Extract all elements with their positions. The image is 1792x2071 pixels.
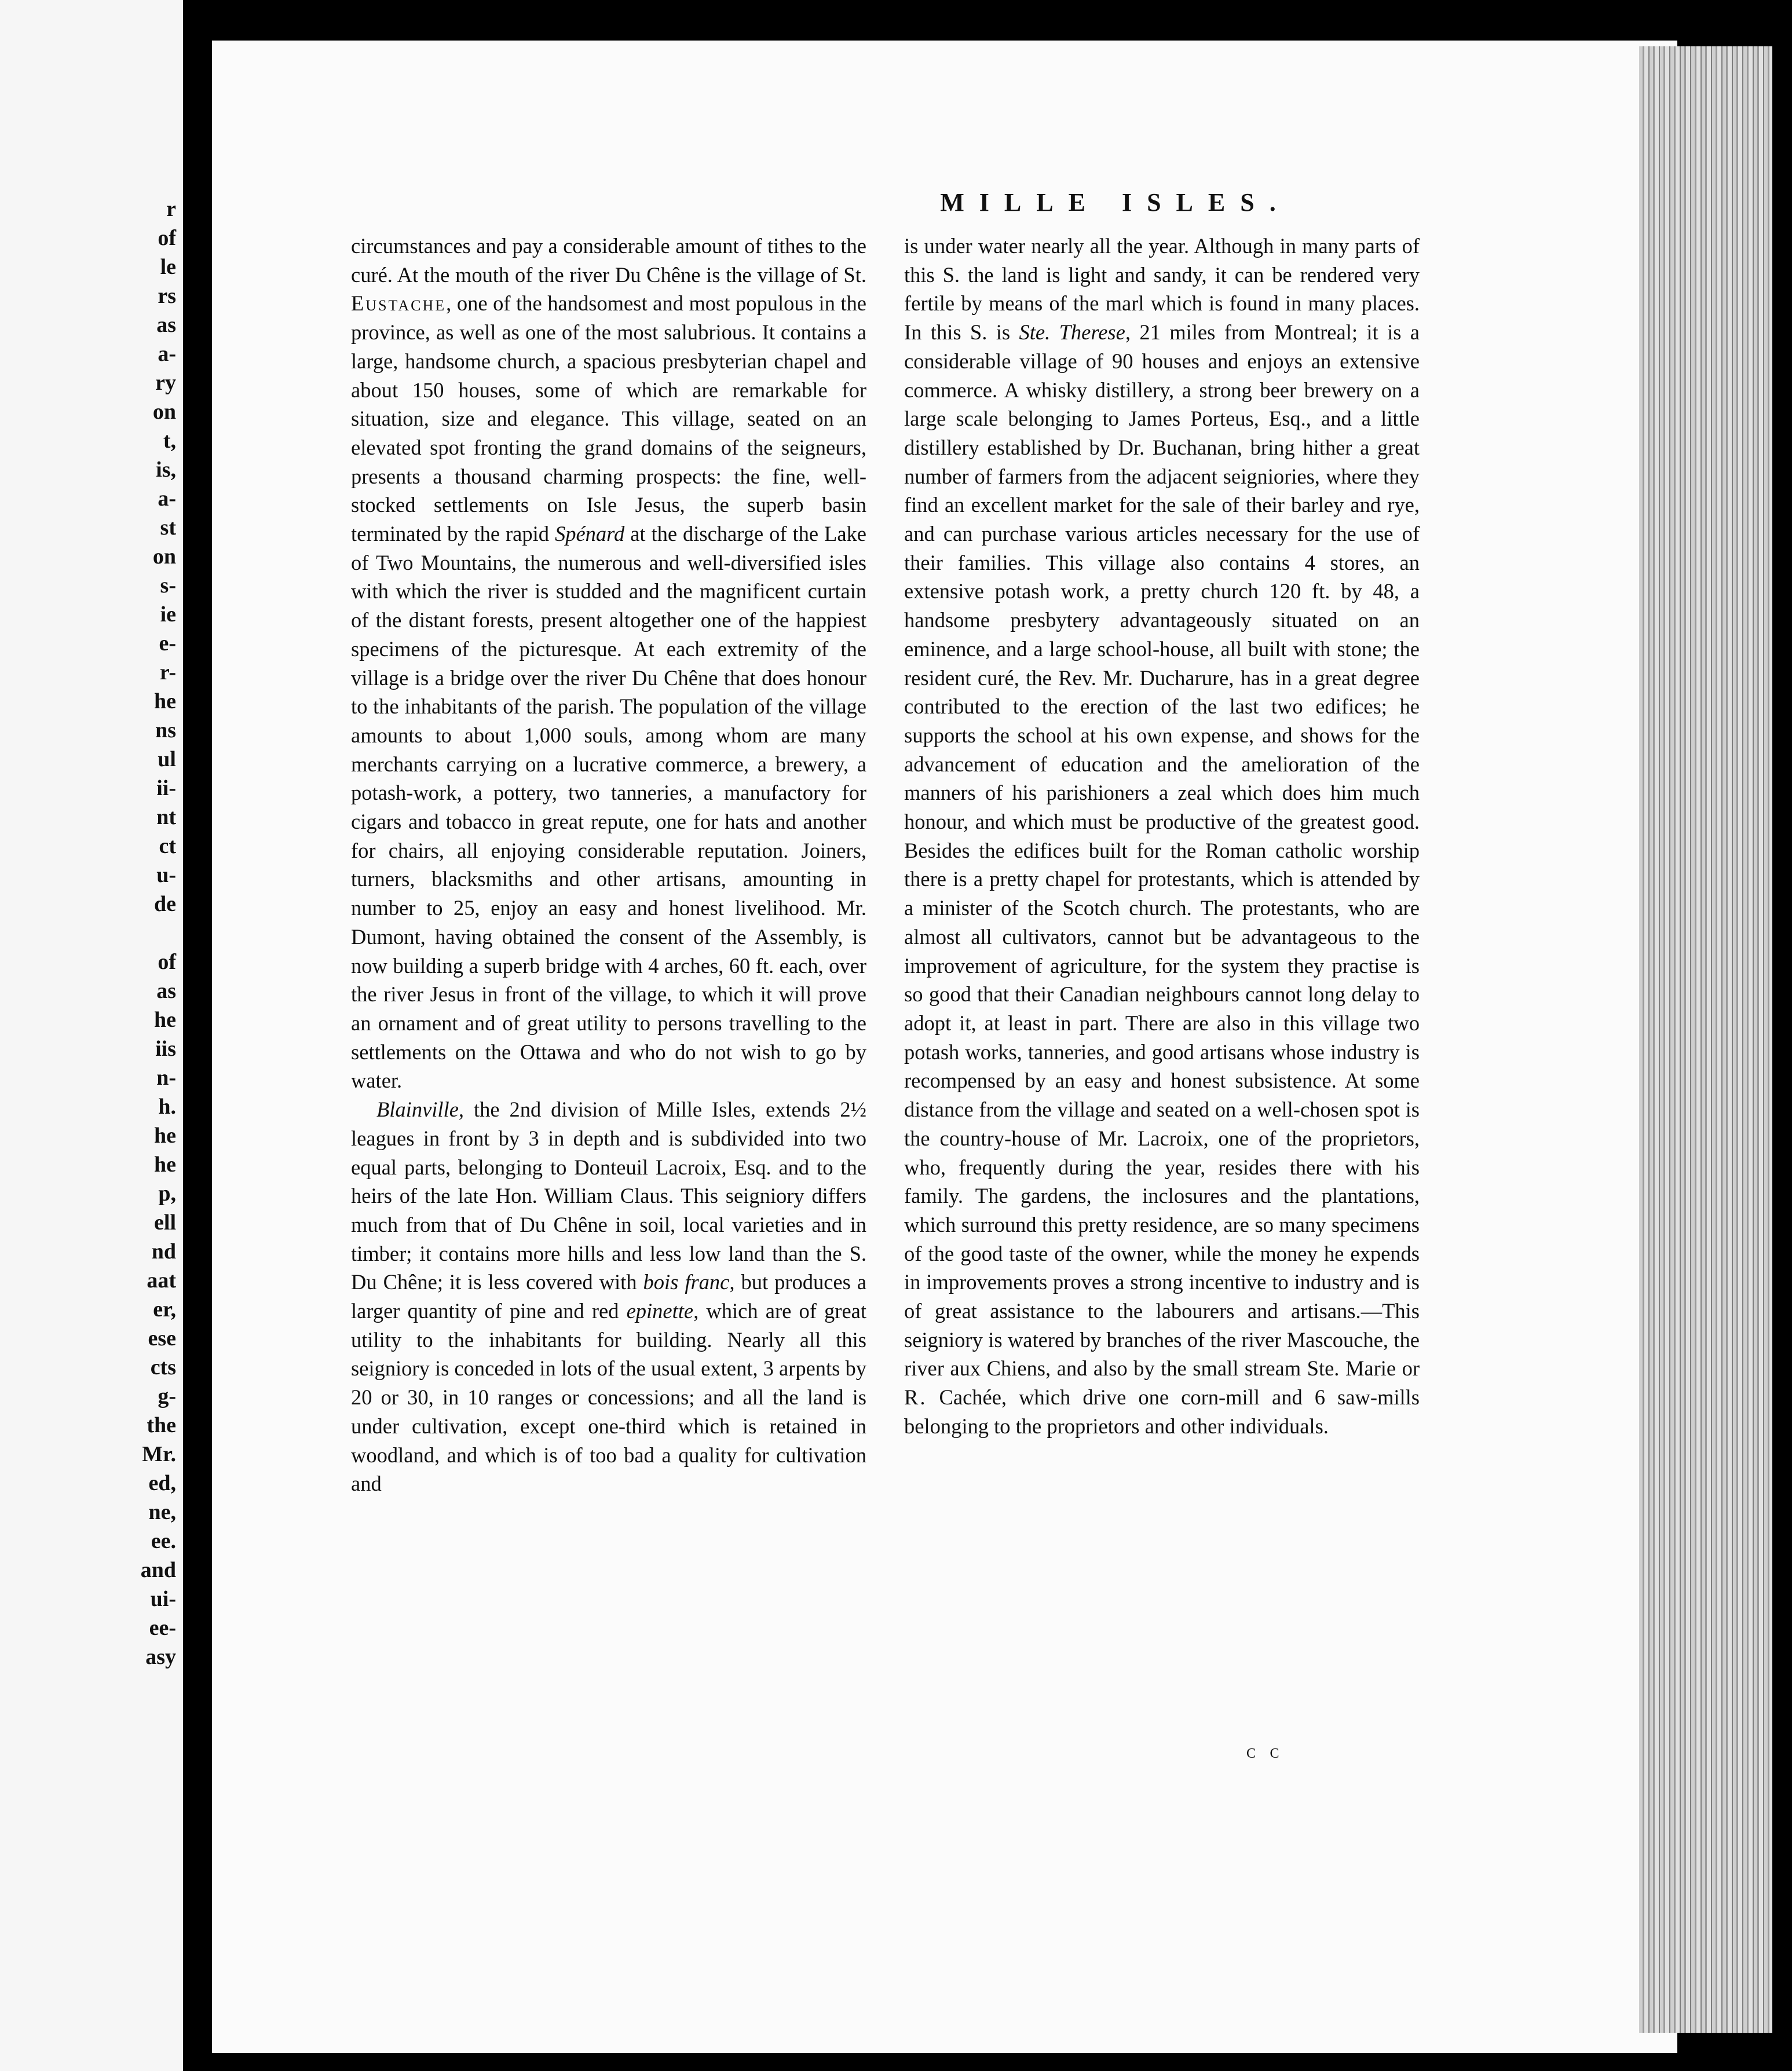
facing-page-fragment: asy bbox=[145, 1645, 176, 1669]
facing-page-fragment: r bbox=[166, 197, 176, 221]
facing-page-left bbox=[0, 0, 183, 2071]
facing-page-fragment: of bbox=[158, 226, 176, 250]
left-text-column bbox=[351, 232, 866, 1498]
facing-page-fragment: Mr. bbox=[142, 1442, 176, 1466]
facing-page-fragment: the bbox=[147, 1413, 176, 1437]
facing-page-fragment: g- bbox=[158, 1384, 176, 1408]
paragraph-blainville: Blainville, the 2nd division of Mille Isles, extends 2½ leagues in front by 3 in depth and is subdivided into two equal parts, belonging to Donteuil Lacroix, Esq. and to the heirs of the late Hon. William Claus. This seigniory differs much from that of Du Chêne in soil, local varieties and in timber; it contains more hills and less low land than the S. Du Chêne; it is less covered with bois franc, but produces a larger quantity of pine and red epinette, which are of great utility to the inhabitants for building. Nearly all this seigniory is conceded in lots of the usual extent, 3 arpents by 20 or 30, in 10 ranges or concessions; and all the land is under cultivation, except one-third which is retained in woodland, and which is of too bad a quality for cultivation and bbox=[351, 1097, 867, 1496]
facing-page-fragment: ese bbox=[148, 1326, 176, 1351]
facing-page-fragment: st bbox=[160, 515, 176, 540]
facing-page-fragment: ne, bbox=[148, 1500, 176, 1524]
facing-page-fragment: of bbox=[158, 950, 176, 974]
facing-page-fragment: ee- bbox=[149, 1616, 176, 1640]
facing-page-fragment: de bbox=[154, 892, 176, 916]
facing-page-fragment: ry bbox=[155, 371, 176, 395]
book-gutter bbox=[189, 0, 205, 2071]
facing-page-fragment: ul bbox=[158, 747, 176, 771]
facing-page-fragment: on bbox=[152, 400, 176, 424]
signature-mark: c c bbox=[1246, 1741, 1284, 1762]
facing-page-fragment: he bbox=[154, 1008, 176, 1032]
facing-page-fragment: ell bbox=[154, 1210, 176, 1235]
facing-page-text-fragments bbox=[141, 195, 176, 1671]
facing-page-fragment: ie bbox=[160, 602, 176, 627]
facing-page-fragment: r- bbox=[159, 660, 176, 685]
facing-page-fragment: t, bbox=[163, 429, 176, 453]
facing-page-fragment: ed, bbox=[148, 1471, 176, 1495]
facing-page-fragment: p, bbox=[158, 1181, 176, 1206]
facing-page-fragment: he bbox=[154, 1152, 176, 1177]
facing-page-fragment: is, bbox=[156, 458, 176, 482]
facing-page-fragment: as bbox=[156, 313, 176, 337]
facing-page-fragment: le bbox=[160, 255, 176, 279]
facing-page-fragment: cts bbox=[150, 1355, 176, 1380]
paragraph-du-chene: circumstances and pay a considerable amount of tithes to the curé. At the mouth of the river Du Chêne is the village of St. Eustache, one of the handsomest and most populous in the province, as well as one of the most salubrious. It contains a large, handsome church, a spacious presbyterian chapel and about 150 houses, some of which are remarkable for situation, size and elegance. This village, seated on an elevated spot fronting the grand domains of the seigneurs, presents a thousand charming prospects: the fine, well-stocked settlements on Isle Jesus, the superb basin terminated by the rapid Spénard at the discharge of the Lake of Two Mountains, the numerous and well-diversified isles with which the river is studded and the magnificent curtain of the distant forests, present altogether one of the happiest specimens of the picturesque. At each extremity of the village is a bridge over the river Du Chêne that does honour to the inhabitants of the parish. The population of the village amounts to about 1,000 souls, among whom are many merchants carrying on a lucrative commerce, a brewery, a potash-work, a pottery, two tanneries, a manufactory for cigars and tobacco in great repute, one for hats and another for chairs, all enjoying considerable reputation. Joiners, turners, blacksmiths and other artisans, amounting in number to 25, enjoy an easy and honest livelihood. Mr. Dumont, having obtained the consent of the Assembly, is now building a superb bridge with 4 arches, 60 ft. each, over the river Jesus in front of the village, to which it will prove an ornament and of great utility to persons travelling to the settlements on the Ottawa and who do not wish to go by water. bbox=[351, 234, 866, 1093]
facing-page-fragment: ns bbox=[155, 718, 176, 742]
facing-page-fragment: ct bbox=[159, 834, 176, 858]
book-page bbox=[212, 41, 1677, 2053]
paragraph-ste-therese: is under water nearly all the year. Although in many parts of this S. the land is light and sandy, it can be rendered very fertile by means of the marl which is found in many places. In this S. is Ste. Therese, 21 miles from Montreal; it is a considerable village of 90 houses and enjoys an extensive commerce. A whisky distillery, a strong beer brewery on a large scale belonging to James Porteus, Esq., and a little distillery established by Dr. Buchanan, bring hither a great number of farmers from the adjacent seigniories, where they find an excellent market for the sale of their barley and rye, and can purchase various articles necessary for the use of their families. This village also contains 4 stores, an extensive potash work, a pretty church 120 ft. by 48, a handsome presbytery advantageously situated on an eminence, and a large school-house, all built with stone; the resident curé, the Rev. Mr. Ducharure, has in a great degree contributed to the erection of the last two edifices; he supports the school at his own expense, and shows for the advancement of education and the amelioration of the manners of his parishioners a zeal which does him much honour, and which must be productive of the greatest good. Besides the edifices built for the Roman catholic worship there is a pretty chapel for protestants, which is attended by a minister of the Scotch church. The protestants, who are almost all cultivators, cannot but be advantageous to the improvement of agriculture, for the system they practise is so good that their Canadian neighbours cannot long delay to adopt it, at least in part. There are also in this village two potash works, tanneries, and good artisans whose industry is recompensed by an easy and honest subsistence. At some distance from the village and seated on a well-chosen spot is the country-house of Mr. Lacroix, one of the proprietors, who, frequently during the year, resides there with his family. The gardens, the inclosures and the plantations, which surround this pretty residence, are so many specimens of the good taste of the owner, while the money he expends in improvements proves a strong incentive to industry and is of great assistance to the labourers and artisans.—This seigniory is watered by branches of the river Mascouche, the river aux Chiens, and also by the small stream Ste. Marie or R. Cachée, which drive one corn-mill and 6 saw-mills belonging to the proprietors and other individuals. bbox=[904, 234, 1420, 1438]
facing-page-fragment: on bbox=[152, 544, 176, 569]
facing-page-fragment: and bbox=[140, 1558, 176, 1582]
running-head: MILLE ISLES. bbox=[940, 188, 1291, 217]
facing-page-fragment: ii- bbox=[156, 776, 176, 800]
facing-page-fragment: nd bbox=[151, 1239, 176, 1264]
facing-page-fragment: er, bbox=[153, 1297, 176, 1322]
facing-page-fragment: s- bbox=[160, 573, 176, 598]
facing-page-fragment: a- bbox=[158, 342, 176, 366]
facing-page-fragment: ee. bbox=[151, 1529, 176, 1553]
facing-page-fragment: aat bbox=[147, 1268, 176, 1293]
facing-page-fragment: nt bbox=[156, 805, 176, 829]
facing-page-fragment: e- bbox=[159, 631, 176, 656]
facing-page-fragment: iis bbox=[155, 1037, 176, 1061]
facing-page-fragment: as bbox=[156, 979, 176, 1003]
facing-page-fragment: ui- bbox=[150, 1587, 176, 1611]
page-edges-right bbox=[1639, 46, 1772, 2033]
facing-page-fragment: rs bbox=[158, 284, 176, 308]
facing-page-fragment: n- bbox=[156, 1066, 176, 1090]
facing-page-fragment: a- bbox=[158, 486, 176, 511]
facing-page-fragment: u- bbox=[156, 863, 176, 887]
right-text-column bbox=[904, 232, 1420, 1441]
facing-page-fragment: h. bbox=[158, 1095, 176, 1119]
facing-page-fragment: he bbox=[154, 1124, 176, 1148]
facing-page-fragment: he bbox=[154, 689, 176, 713]
